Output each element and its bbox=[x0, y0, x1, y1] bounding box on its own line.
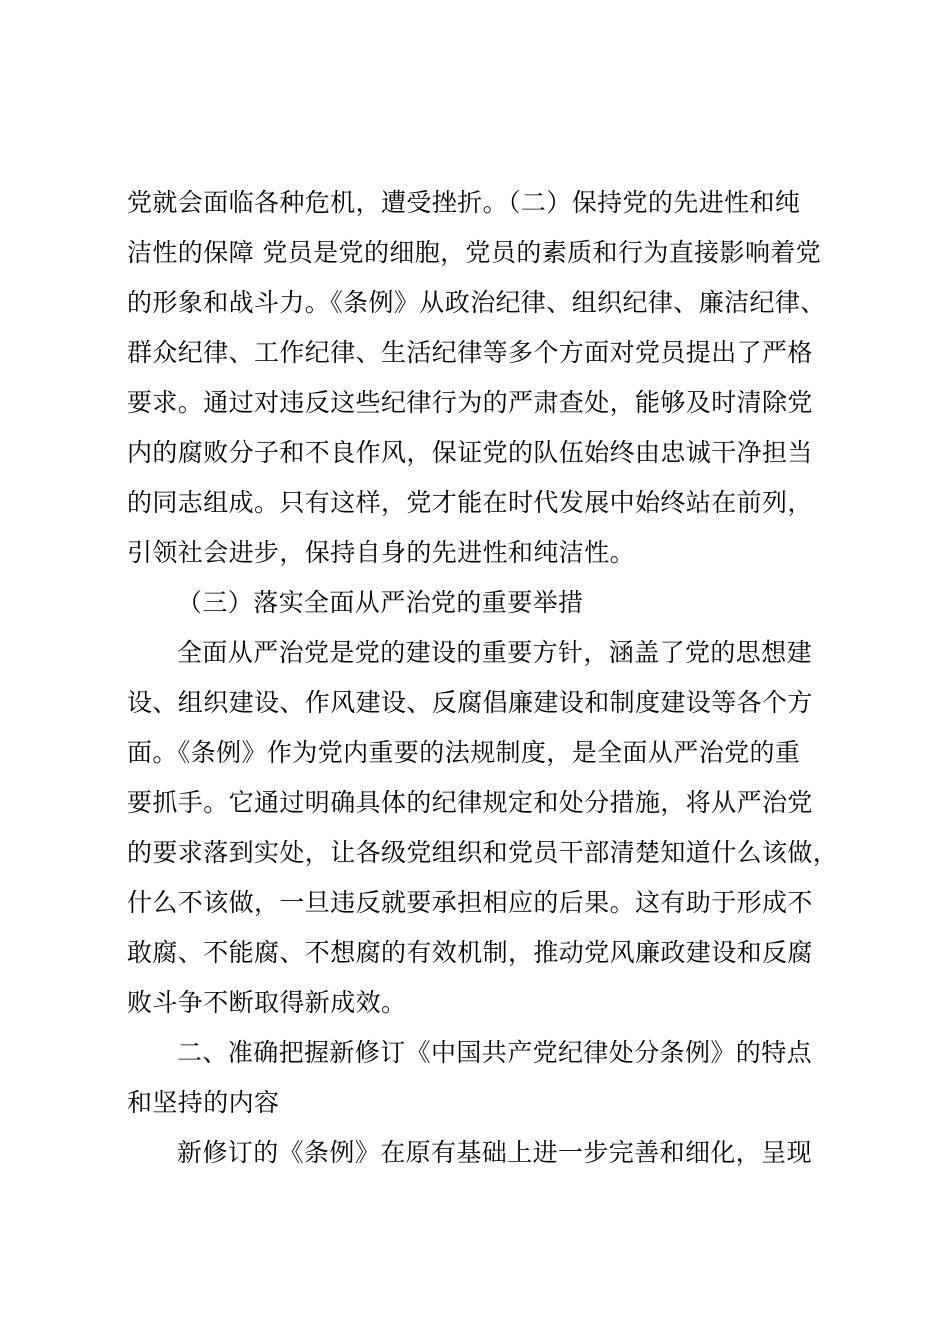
paragraph-line: 的同志组成。只有这样，党才能在时代发展中始终站在前列， bbox=[127, 488, 813, 517]
paragraph-line: 的要求落到实处，让各级党组织和党员干部清楚知道什么该做， bbox=[127, 838, 839, 867]
paragraph-line: 党就会面临各种危机，遭受挫折。（二）保持党的先进性和纯 bbox=[127, 188, 801, 217]
paragraph-line: 败斗争不断取得新成效。 bbox=[127, 988, 407, 1017]
paragraph-line: 引领社会进步，保持自身的先进性和纯洁性。 bbox=[127, 538, 636, 567]
paragraph-line: 面。《条例》作为党内重要的法规制度，是全面从严治党的重 bbox=[127, 738, 801, 767]
paragraph-line: 内的腐败分子和不良作风，保证党的队伍始终由忠诚干净担当 bbox=[127, 438, 813, 467]
paragraph-line: 设、组织建设、作风建设、反腐倡廉建设和制度建设等各个方 bbox=[127, 688, 813, 717]
paragraph-line: 新修订的《条例》在原有基础上进一步完善和细化，呈现 bbox=[177, 1138, 813, 1167]
paragraph-line: 敢腐、不能腐、不想腐的有效机制，推动党风廉政建设和反腐 bbox=[127, 938, 813, 967]
paragraph-line: 全面从严治党是党的建设的重要方针，涵盖了党的思想建 bbox=[177, 638, 813, 667]
chapter-heading: 和坚持的内容 bbox=[127, 1088, 280, 1117]
paragraph-line: 群众纪律、工作纪律、生活纪律等多个方面对党员提出了严格 bbox=[127, 338, 813, 367]
paragraph-line: 什么不该做，一旦违反就要承担相应的后果。这有助于形成不 bbox=[127, 888, 813, 917]
paragraph-line: 洁性的保障 党员是党的细胞，党员的素质和行为直接影响着党 bbox=[127, 238, 822, 267]
chapter-heading: 二、准确把握新修订《中国共产党纪律处分条例》的特点 bbox=[177, 1038, 813, 1067]
paragraph-line: 的形象和战斗力。《条例》从政治纪律、组织纪律、廉洁纪律、 bbox=[127, 288, 826, 317]
paragraph-line: 要抓手。它通过明确具体的纪律规定和处分措施，将从严治党 bbox=[127, 788, 813, 817]
section-heading: （三）落实全面从严治党的重要举措 bbox=[177, 588, 584, 617]
paragraph-line: 要求。通过对违反这些纪律行为的严肃查处，能够及时清除党 bbox=[127, 388, 813, 417]
